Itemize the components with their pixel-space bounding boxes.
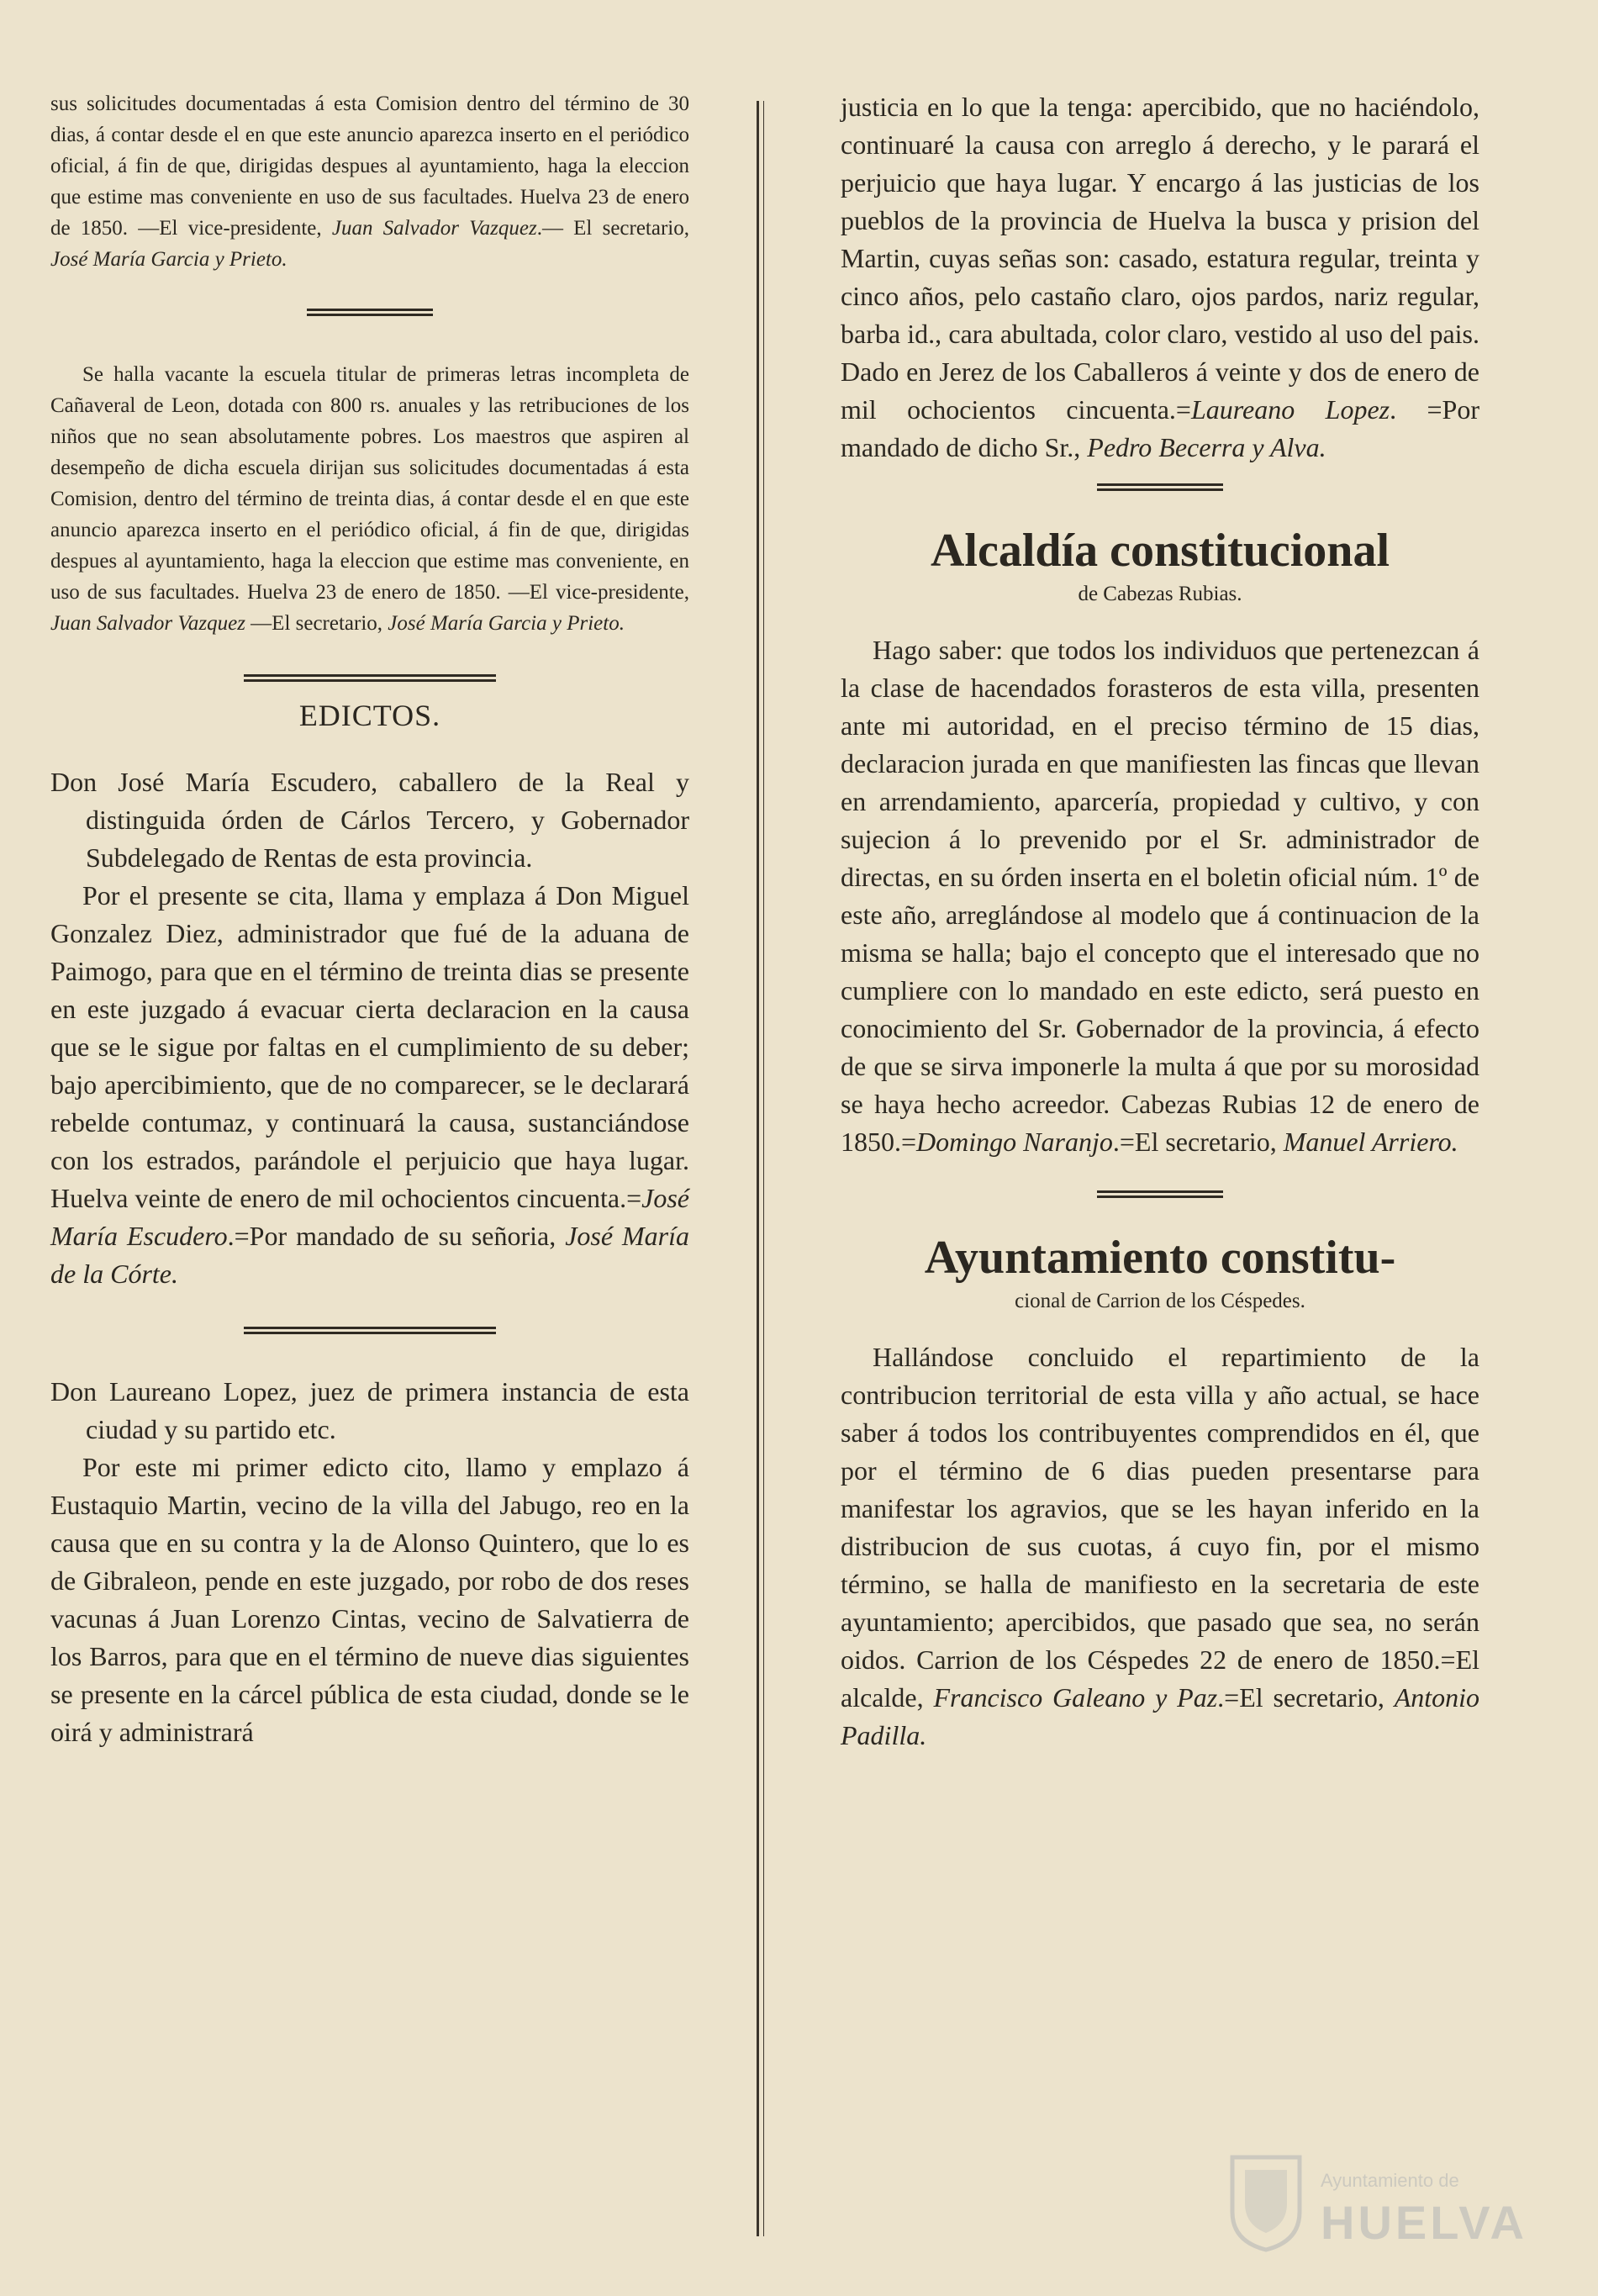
separator [1097,483,1223,492]
notice-paragraph-1: sus solicitudes documentadas á esta Comision dentro del término de 30 dias, á contar desde el en que este anuncio aparezca inserto en el periódico oficial, á fin de que, dirigidas despues al ayuntamiento, haga la eleccion que estime mas conveniente en uso de sus facultades. Huelva 23 de enero de 1850. —El vice-presidente, Juan Salvador Vazquez.— El secretario, José María Garcia y Prieto. [50,92,689,271]
separator [1097,1190,1223,1199]
signature-secretary: José María Garcia y Prieto. [388,612,625,635]
section-title-edictos: EDICTOS. [298,699,441,732]
column-rule [757,101,759,2236]
edicto-1-body: Por el presente se cita, llama y emplaza á Don Miguel Gonzalez Diez, administrador que fué de la aduana de Paimogo, para que en el término de treinta dias se presente en este juzgado á evacuar cierta declaracion en la causa que se le sigue por faltas en el cumplimiento de su deber; bajo apercibimiento, que de no comparecer, se le declarará rebelde contumaz, y continuará la causa, sustanciándose con los estrados, parándole el perjuicio que haya lugar. Huelva veinte de enero de mil ochocientos cincuenta.=José María Escudero.=Por mandado de su señoria, José María de la Córte. [50,880,690,1289]
heading-alcaldia: Alcaldía constitucional [930,525,1390,577]
alcaldia-body: Hago saber: que todos los individuos que pertenezcan á la clase de hacendados forasteros de esta villa, presenten ante mi autoridad, en el preciso término de 15 dias, declaracion jurada en que manifiesten las fincas que llevan en arrendamiento, aparcería, propiedad y cultivo, y con sujecion á lo prevenido por el Sr. administrador de directas, en su órden inserta en el boletin oficial núm. 1º de este año, arreglándose al modelo que á continuacion de la misma se halla; bajo el concepto que el interesado que no cumpliere con lo mandado en este edicto, será puesto en conocimiento del Sr. Gobernador de la provincia, á efecto de que se sirva imponerle la multa á que por su morosidad se haya hecho acreedor. Cabezas Rubias 12 de enero de 1850.=Domingo Naranjo.=El secretario, Manuel Arriero. [841,635,1479,1157]
signature: Manuel Arriero. [1283,1127,1458,1157]
column-rule-thin [763,101,764,2236]
signature: José María Escudero [50,1183,689,1251]
signature-secretary: José María Garcia y Prieto. [50,248,287,271]
signature: Francisco Galeano y Paz [933,1682,1218,1713]
signature-vp: Juan Salvador Vazquez [331,217,537,240]
watermark [1228,2145,1531,2271]
separator-double [244,1327,496,1335]
signature-vp: Juan Salvador Vazquez [50,612,245,635]
notice-paragraph-2: Se halla vacante la escuela titular de primeras letras incompleta de Cañaveral de Leon, dotada con 800 rs. anuales y las retribuciones de los niños que no sean absolutamente pobres. Los maestros que aspiren al desempeño de dicha escuela dirijan sus solicitudes documentadas á esta Comision, dentro del término de treinta dias, á contar desde el en que este anuncio aparezca inserto en el periódico oficial, á fin de que, dirigidas despues al ayuntamiento, haga la eleccion que estime mas conveniente, en uso de sus facultades. Huelva 23 de enero de 1850. —El vice-presidente, Juan Salvador Vazquez —El secretario, José María Garcia y Prieto. [50,363,689,635]
right-column [841,88,1479,1755]
edicto-2-heading: Don Laureano Lopez, juez de primera instancia de esta ciudad y su partido etc. [50,1376,689,1444]
signature: Laureano Lopez [1190,394,1390,425]
subheading-ayuntamiento: cional de Carrion de los Céspedes. [1015,1290,1305,1312]
signature: Antonio Padilla. [841,1682,1480,1750]
signature: Pedro Becerra y Alva. [1087,432,1326,462]
separator [307,309,433,317]
edicto-1-heading: Don José María Escudero, caballero de la Real y distinguida órden de Cárlos Tercero, y Gobernador Subdelegado de Rentas de esta provincia. [50,767,689,873]
edicto-2-continuation: justicia en lo que la tenga: apercibido, que no haciéndolo, continuaré la causa con arreglo á derecho, y le parará el perjuicio que haya lugar. Y encargo á las justicias de los pueblos de la provincia de Huelva la busca y prision del Martin, cuyas señas son: casado, estatura regular, treinta y cinco años, pelo castaño claro, ojos pardos, nariz regular, barba id., cara abultada, color claro, vestido al uso del pais. Dado en Jerez de los Caballeros á veinte y dos de enero de mil ochocientos cincuenta.=Laureano Lopez. =Por mandado de dicho Sr., Pedro Becerra y Alva. [841,92,1479,462]
watermark-small-text: Ayuntamiento de [1321,2170,1459,2191]
shield-icon [1228,2153,1304,2254]
ayuntamiento-body: Hallándose concluido el repartimiento de la contribucion territorial de esta villa y año actual, se hace saber á todos los contribuyentes comprendidos en él, que por el término de 6 dias pueden presentarse para manifestar los agravios, que se les hayan inferido en la distribucion de sus cuotas, á cuyo fin, por el mismo término, se halla de manifiesto en la secretaria de este ayuntamiento; apercibidos, que pasado que sea, no serán oidos. Carrion de los Céspedes 22 de enero de 1850.=El alcalde, Francisco Galeano y Paz.=El secretario, Antonio Padilla. [841,1342,1480,1750]
edicto-2-body: Por este mi primer edicto cito, llamo y emplazo á Eustaquio Martin, vecino de la villa del Jabugo, reo en la causa que en su contra y la de Alonso Quintero, que lo es de Gibraleon, pende en este juzgado, por robo de dos reses vacunas á Juan Lorenzo Cintas, vecino de Salvatierra de los Barros, para que en el término de nueve dias siguientes se presente en la cárcel pública de esta ciudad, donde se le oirá y administrará [50,1452,689,1747]
signature: Domingo Naranjo [916,1127,1113,1157]
heading-ayuntamiento: Ayuntamiento constitu- [924,1232,1396,1284]
left-column [50,88,689,1751]
signature: José María de la Córte. [50,1221,690,1289]
watermark-big-text: HUELVA [1321,2196,1527,2249]
separator-double [244,674,496,683]
subheading-alcaldia: de Cabezas Rubias. [1078,583,1242,605]
